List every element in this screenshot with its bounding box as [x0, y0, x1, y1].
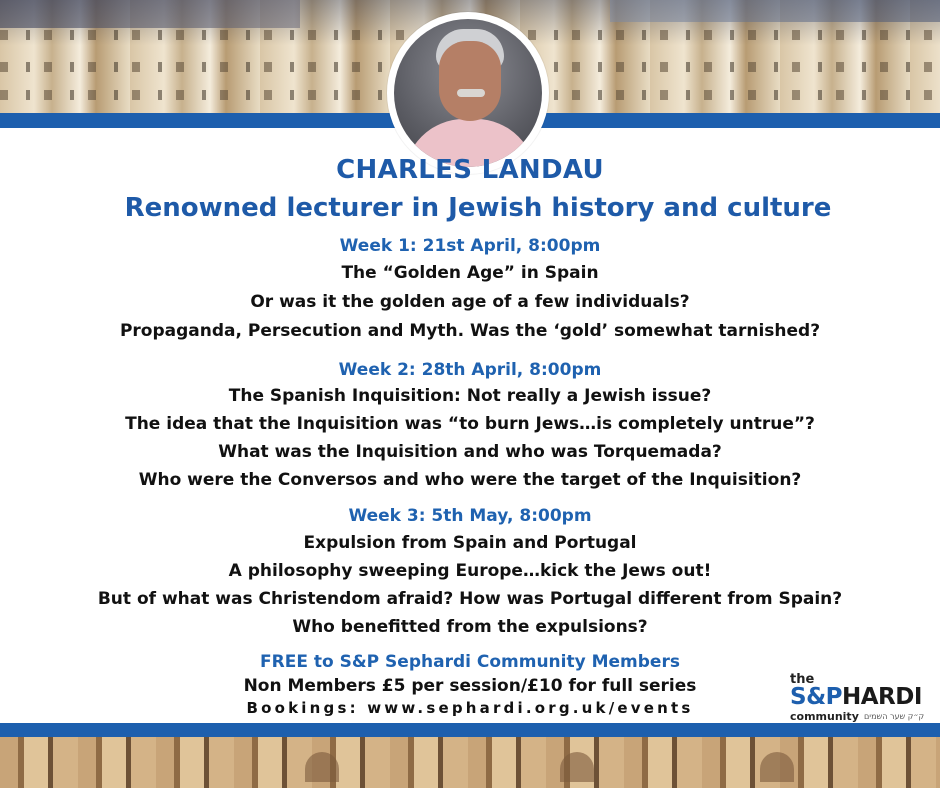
banner-dome [305, 752, 339, 782]
week-3-line: Who benefitted from the expulsions? [292, 617, 648, 637]
week-2-line: Who were the Conversos and who were the target of the Inquisition? [138, 470, 802, 490]
portrait-mustache [457, 89, 485, 97]
bookings-link[interactable]: Bookings: www.sephardi.org.uk/events [246, 699, 694, 717]
banner-dome [760, 752, 794, 782]
logo-hebrew: ק״ק שער השמים [864, 712, 925, 721]
week-2-line: The idea that the Inquisition was “to burn Jews…is completely untrue”? [125, 414, 815, 434]
week-1-heading: Week 1: 21st April, 8:00pm [339, 236, 601, 256]
week-2-heading: Week 2: 28th April, 8:00pm [338, 360, 602, 380]
speaker-name: CHARLES LANDAU [336, 155, 604, 185]
logo-community: community [790, 710, 859, 723]
speaker-role: Renowned lecturer in Jewish history and culture [124, 193, 832, 223]
banner-sky-left [0, 0, 300, 28]
portrait-face [439, 41, 501, 121]
week-3-heading: Week 3: 5th May, 8:00pm [348, 506, 592, 526]
week-2-line: The Spanish Inquisition: Not really a Jewish issue? [228, 386, 712, 406]
week-3-line: Expulsion from Spain and Portugal [303, 533, 637, 553]
bottom-cityscape-image [0, 737, 940, 788]
speaker-portrait [387, 12, 549, 174]
week-3-line: But of what was Christendom afraid? How was Portugal different from Spain? [97, 589, 843, 609]
week-3-line: A philosophy sweeping Europe…kick the Jews out! [228, 561, 712, 581]
logo-brand-sp: S&P [790, 684, 842, 710]
sephardi-community-logo [790, 672, 935, 724]
week-1-line: The “Golden Age” in Spain [341, 263, 599, 283]
week-1-line: Propaganda, Persecution and Myth. Was the ‘gold’ somewhat tarnished? [119, 321, 821, 341]
bottom-blue-band [0, 723, 940, 737]
banner-dome [560, 752, 594, 782]
logo-brand-hardi: HARDI [841, 684, 922, 710]
logo-brand [790, 684, 922, 710]
non-member-price: Non Members £5 per session/£10 for full series [243, 676, 697, 696]
logo-the: the [790, 672, 815, 687]
banner-sky-right [610, 0, 940, 22]
week-2-line: What was the Inquisition and who was Torquemada? [218, 442, 722, 462]
week-1-line: Or was it the golden age of a few individuals? [250, 292, 690, 312]
free-for-members: FREE to S&P Sephardi Community Members [260, 652, 680, 672]
